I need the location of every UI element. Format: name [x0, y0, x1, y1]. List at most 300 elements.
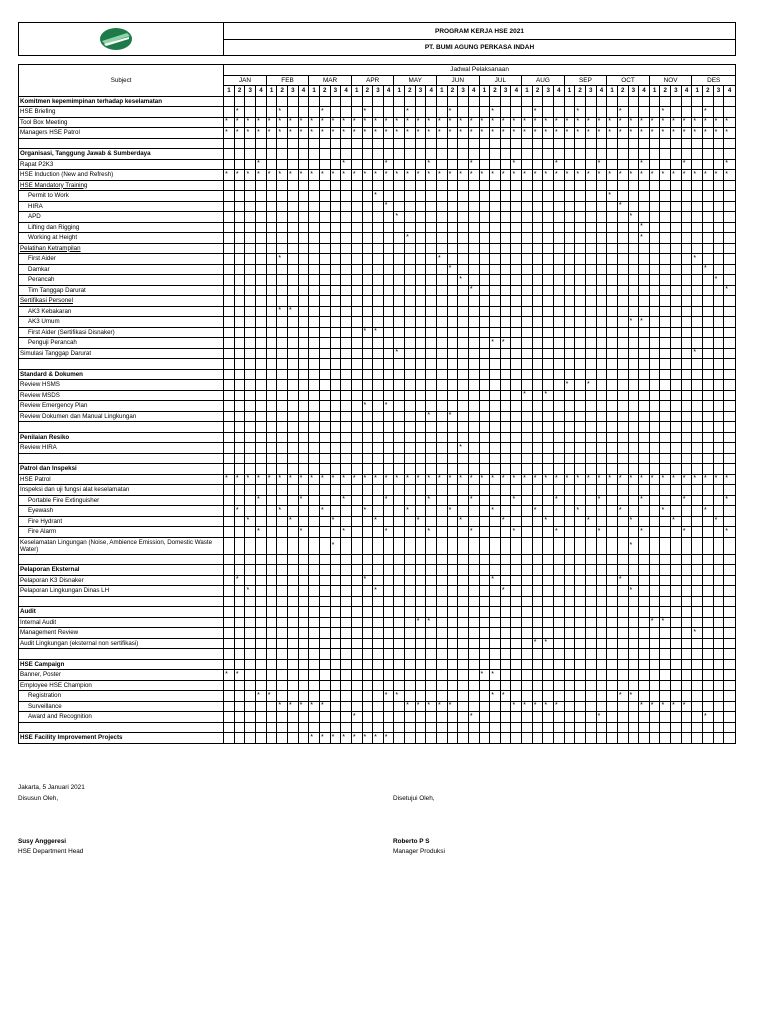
- schedule-cell: [234, 554, 245, 565]
- schedule-cell: [554, 586, 565, 597]
- schedule-cell: [458, 565, 469, 576]
- schedule-cell: [479, 275, 490, 286]
- schedule-cell: [479, 390, 490, 401]
- schedule-cell: [639, 464, 650, 475]
- schedule-cell: [351, 191, 362, 202]
- schedule-cell: [575, 432, 586, 443]
- schedule-cell: [266, 401, 277, 412]
- schedule-cell: [681, 443, 692, 454]
- schedule-cell: [447, 516, 458, 527]
- schedule-cell: [266, 712, 277, 723]
- schedule-cell: [522, 285, 533, 296]
- schedule-cell: [511, 527, 522, 538]
- table-row: [19, 401, 736, 412]
- schedule-cell: [617, 464, 628, 475]
- schedule-mark: *: [650, 618, 654, 626]
- schedule-cell: [351, 733, 362, 744]
- schedule-mark: *: [299, 170, 303, 178]
- schedule-cell: [266, 443, 277, 454]
- schedule-cell: [724, 128, 736, 139]
- schedule-cell: [383, 411, 394, 422]
- schedule-cell: [330, 638, 341, 649]
- schedule-cell: [660, 596, 671, 607]
- month-header: APR: [351, 75, 394, 86]
- schedule-cell: [564, 701, 575, 712]
- schedule-cell: [351, 254, 362, 265]
- schedule-cell: [224, 390, 235, 401]
- schedule-cell: [224, 128, 235, 139]
- schedule-cell: [394, 733, 405, 744]
- schedule-cell: [596, 317, 607, 328]
- schedule-cell: [341, 285, 352, 296]
- schedule-cell: [490, 306, 501, 317]
- schedule-cell: [511, 565, 522, 576]
- schedule-cell: [681, 243, 692, 254]
- schedule-cell: [341, 506, 352, 517]
- schedule-cell: [628, 275, 639, 286]
- week-header: 1: [351, 86, 362, 97]
- schedule-cell: [575, 638, 586, 649]
- schedule-cell: [330, 401, 341, 412]
- schedule-mark: *: [235, 670, 239, 678]
- schedule-cell: [479, 285, 490, 296]
- schedule-cell: [277, 170, 288, 181]
- schedule-cell: [330, 254, 341, 265]
- schedule-cell: [500, 722, 511, 733]
- schedule-cell: [447, 317, 458, 328]
- schedule-cell: [500, 586, 511, 597]
- schedule-cell: [532, 628, 543, 639]
- schedule-cell: [468, 317, 479, 328]
- schedule-cell: [277, 443, 288, 454]
- schedule-mark: *: [342, 527, 345, 535]
- schedule-cell: [639, 638, 650, 649]
- schedule-cell: [543, 680, 554, 691]
- schedule-cell: [373, 359, 384, 370]
- schedule-cell: [564, 222, 575, 233]
- schedule-cell: [596, 680, 607, 691]
- schedule-mark: *: [491, 691, 494, 699]
- schedule-cell: [415, 117, 426, 128]
- schedule-cell: [639, 712, 650, 723]
- schedule-cell: [490, 712, 501, 723]
- schedule-cell: [671, 306, 682, 317]
- schedule-cell: [426, 359, 437, 370]
- subject-cell: [19, 432, 224, 443]
- schedule-cell: [554, 680, 565, 691]
- schedule-cell: [564, 506, 575, 517]
- schedule-cell: [394, 554, 405, 565]
- schedule-cell: [522, 733, 533, 744]
- schedule-cell: [490, 443, 501, 454]
- schedule-cell: [405, 338, 416, 349]
- schedule-cell: [596, 670, 607, 681]
- schedule-cell: [309, 722, 320, 733]
- week-header: 1: [607, 86, 618, 97]
- schedule-cell: [660, 701, 671, 712]
- schedule-cell: [383, 701, 394, 712]
- schedule-cell: [256, 649, 267, 660]
- schedule-cell: [351, 264, 362, 275]
- schedule-cell: [341, 401, 352, 412]
- schedule-cell: [490, 212, 501, 223]
- schedule-cell: [500, 306, 511, 317]
- schedule-cell: [266, 327, 277, 338]
- schedule-cell: [575, 296, 586, 307]
- schedule-cell: [426, 712, 437, 723]
- subject-text: Management Review: [20, 629, 79, 636]
- schedule-cell: [713, 537, 724, 554]
- schedule-cell: [543, 254, 554, 265]
- schedule-cell: [234, 443, 245, 454]
- schedule-cell: [713, 264, 724, 275]
- schedule-cell: [575, 180, 586, 191]
- schedule-cell: [298, 506, 309, 517]
- schedule-cell: [543, 628, 554, 639]
- schedule-cell: [256, 701, 267, 712]
- schedule-cell: [575, 453, 586, 464]
- schedule-cell: [436, 554, 447, 565]
- schedule-cell: [436, 628, 447, 639]
- schedule-cell: [500, 527, 511, 538]
- schedule-cell: [596, 485, 607, 496]
- schedule-cell: [288, 317, 299, 328]
- schedule-cell: [671, 222, 682, 233]
- schedule-cell: [585, 722, 596, 733]
- schedule-cell: [511, 264, 522, 275]
- schedule-cell: [426, 149, 437, 160]
- schedule-cell: [298, 464, 309, 475]
- schedule-cell: [522, 327, 533, 338]
- schedule-cell: [490, 432, 501, 443]
- schedule-cell: [319, 680, 330, 691]
- schedule-cell: [490, 596, 501, 607]
- schedule-cell: [596, 275, 607, 286]
- schedule-cell: [522, 485, 533, 496]
- subject-cell: [19, 443, 224, 454]
- schedule-cell: [575, 254, 586, 265]
- schedule-cell: [458, 296, 469, 307]
- schedule-cell: [234, 401, 245, 412]
- schedule-cell: [617, 285, 628, 296]
- schedule-cell: [447, 722, 458, 733]
- schedule-cell: [330, 149, 341, 160]
- schedule-cell: [617, 380, 628, 391]
- schedule-cell: [362, 485, 373, 496]
- schedule-cell: [415, 254, 426, 265]
- schedule-cell: [309, 506, 320, 517]
- schedule-cell: [415, 722, 426, 733]
- schedule-mark: *: [374, 118, 377, 126]
- schedule-cell: [298, 516, 309, 527]
- schedule-cell: [607, 485, 618, 496]
- schedule-cell: [277, 243, 288, 254]
- schedule-cell: [288, 264, 299, 275]
- schedule-cell: [351, 348, 362, 359]
- schedule-cell: [468, 586, 479, 597]
- schedule-cell: [490, 128, 501, 139]
- approver-name: Roberto P S: [393, 838, 430, 845]
- schedule-cell: [458, 537, 469, 554]
- schedule-cell: [373, 537, 384, 554]
- schedule-cell: [532, 401, 543, 412]
- schedule-cell: [681, 411, 692, 422]
- schedule-cell: [319, 554, 330, 565]
- schedule-cell: [288, 380, 299, 391]
- schedule-cell: [511, 422, 522, 433]
- subject-cell: [19, 565, 224, 576]
- schedule-cell: [575, 264, 586, 275]
- schedule-cell: [649, 212, 660, 223]
- schedule-cell: [351, 317, 362, 328]
- schedule-cell: [468, 485, 479, 496]
- schedule-cell: [596, 380, 607, 391]
- schedule-cell: [671, 464, 682, 475]
- schedule-cell: [362, 474, 373, 485]
- schedule-cell: [436, 401, 447, 412]
- schedule-mark: *: [725, 286, 729, 294]
- schedule-cell: [500, 180, 511, 191]
- schedule-cell: [447, 254, 458, 265]
- schedule-cell: [436, 596, 447, 607]
- schedule-cell: [607, 212, 618, 223]
- week-header: 4: [511, 86, 522, 97]
- schedule-mark: *: [437, 170, 441, 178]
- subject-text: Review Dokumen dan Manual Lingkungan: [20, 412, 137, 420]
- schedule-cell: [724, 390, 736, 401]
- schedule-cell: [671, 369, 682, 380]
- schedule-cell: [511, 474, 522, 485]
- schedule-cell: [436, 348, 447, 359]
- schedule-mark: *: [512, 702, 516, 710]
- schedule-cell: [511, 733, 522, 744]
- table-row: [19, 201, 736, 212]
- schedule-cell: [564, 170, 575, 181]
- subject-cell: [19, 691, 224, 702]
- schedule-cell: [245, 712, 256, 723]
- schedule-cell: [330, 338, 341, 349]
- schedule-cell: [628, 453, 639, 464]
- schedule-cell: [500, 565, 511, 576]
- schedule-mark: *: [576, 475, 580, 483]
- schedule-mark: *: [267, 170, 271, 178]
- schedule-cell: [245, 369, 256, 380]
- schedule-mark: *: [395, 691, 399, 699]
- schedule-cell: [468, 722, 479, 733]
- schedule-cell: [479, 628, 490, 639]
- schedule-cell: [298, 607, 309, 618]
- schedule-cell: [649, 453, 660, 464]
- schedule-cell: [522, 401, 533, 412]
- schedule-cell: [373, 191, 384, 202]
- schedule-cell: [341, 107, 352, 118]
- subject-text: Review HSMS: [20, 381, 60, 388]
- schedule-mark: *: [555, 170, 558, 178]
- schedule-cell: [500, 369, 511, 380]
- schedule-cell: [373, 565, 384, 576]
- schedule-cell: [426, 537, 437, 554]
- schedule-cell: [298, 443, 309, 454]
- schedule-cell: [649, 733, 660, 744]
- schedule-cell: [288, 128, 299, 139]
- schedule-cell: [266, 264, 277, 275]
- schedule-cell: [479, 201, 490, 212]
- schedule-cell: [298, 159, 309, 170]
- schedule-cell: [266, 554, 277, 565]
- schedule-mark: *: [586, 170, 590, 178]
- schedule-mark: *: [374, 517, 377, 525]
- schedule-mark: *: [469, 712, 473, 720]
- schedule-cell: [447, 649, 458, 660]
- schedule-cell: [405, 554, 416, 565]
- schedule-cell: [288, 712, 299, 723]
- schedule-cell: [692, 338, 703, 349]
- schedule-cell: [511, 369, 522, 380]
- subject-cell: [19, 275, 224, 286]
- schedule-cell: [394, 565, 405, 576]
- schedule-cell: [617, 191, 628, 202]
- schedule-cell: [394, 180, 405, 191]
- schedule-cell: [330, 243, 341, 254]
- schedule-cell: [681, 96, 692, 107]
- schedule-cell: [596, 443, 607, 454]
- schedule-cell: [224, 149, 235, 160]
- schedule-cell: [256, 495, 267, 506]
- schedule-cell: [649, 586, 660, 597]
- schedule-mark: *: [491, 118, 494, 126]
- schedule-cell: [447, 659, 458, 670]
- schedule-cell: [639, 628, 650, 639]
- schedule-cell: [713, 453, 724, 464]
- schedule-cell: [617, 369, 628, 380]
- schedule-cell: [564, 117, 575, 128]
- schedule-cell: [511, 380, 522, 391]
- schedule-cell: [415, 474, 426, 485]
- schedule-cell: [468, 107, 479, 118]
- schedule-cell: [319, 149, 330, 160]
- subject-cell: [19, 359, 224, 370]
- schedule-cell: [458, 701, 469, 712]
- schedule-cell: [224, 170, 235, 181]
- schedule-cell: [607, 554, 618, 565]
- schedule-cell: [575, 516, 586, 527]
- schedule-cell: [394, 212, 405, 223]
- schedule-cell: [277, 485, 288, 496]
- schedule-cell: [288, 170, 299, 181]
- schedule-cell: [458, 659, 469, 670]
- schedule-cell: [532, 443, 543, 454]
- schedule-cell: [639, 201, 650, 212]
- schedule-cell: [288, 575, 299, 586]
- schedule-cell: [596, 107, 607, 118]
- schedule-cell: [224, 691, 235, 702]
- schedule-cell: [426, 107, 437, 118]
- schedule-cell: [415, 348, 426, 359]
- schedule-cell: [319, 96, 330, 107]
- schedule-cell: [436, 96, 447, 107]
- schedule-cell: [458, 222, 469, 233]
- schedule-mark: *: [512, 496, 516, 504]
- schedule-cell: [373, 596, 384, 607]
- schedule-mark: *: [320, 733, 324, 741]
- table-row: [19, 411, 736, 422]
- schedule-cell: [362, 617, 373, 628]
- schedule-cell: [394, 659, 405, 670]
- schedule-cell: [639, 306, 650, 317]
- schedule-cell: [575, 159, 586, 170]
- schedule-cell: [277, 233, 288, 244]
- schedule-cell: [277, 464, 288, 475]
- schedule-cell: [447, 596, 458, 607]
- schedule-cell: [266, 649, 277, 660]
- schedule-cell: [490, 233, 501, 244]
- schedule-mark: *: [512, 118, 516, 126]
- schedule-cell: [585, 138, 596, 149]
- schedule-mark: *: [469, 475, 473, 483]
- schedule-mark: *: [704, 265, 707, 273]
- schedule-cell: [511, 233, 522, 244]
- schedule-cell: [288, 680, 299, 691]
- schedule-cell: [692, 275, 703, 286]
- table-row: [19, 596, 736, 607]
- schedule-cell: [341, 680, 352, 691]
- schedule-cell: [362, 411, 373, 422]
- schedule-cell: [522, 680, 533, 691]
- schedule-cell: [436, 701, 447, 712]
- schedule-cell: [224, 649, 235, 660]
- schedule-cell: [319, 670, 330, 681]
- schedule-cell: [617, 596, 628, 607]
- schedule-mark: *: [320, 475, 324, 483]
- schedule-cell: [585, 712, 596, 723]
- schedule-cell: [671, 432, 682, 443]
- schedule-cell: [681, 527, 692, 538]
- schedule-cell: [490, 680, 501, 691]
- schedule-cell: [692, 107, 703, 118]
- schedule-cell: [256, 117, 267, 128]
- schedule-cell: [479, 243, 490, 254]
- schedule-cell: [532, 701, 543, 712]
- schedule-cell: [362, 233, 373, 244]
- schedule-cell: [596, 722, 607, 733]
- schedule-cell: [468, 554, 479, 565]
- schedule-cell: [373, 327, 384, 338]
- schedule-cell: [639, 275, 650, 286]
- schedule-cell: [468, 138, 479, 149]
- schedule-cell: [266, 596, 277, 607]
- schedule-cell: [234, 464, 245, 475]
- schedule-cell: [532, 659, 543, 670]
- schedule-mark: *: [459, 443, 462, 451]
- schedule-cell: [468, 649, 479, 660]
- schedule-cell: [490, 659, 501, 670]
- schedule-cell: [277, 327, 288, 338]
- schedule-cell: [224, 485, 235, 496]
- schedule-cell: [713, 617, 724, 628]
- schedule-cell: [319, 453, 330, 464]
- schedule-cell: [277, 516, 288, 527]
- schedule-cell: [266, 107, 277, 118]
- schedule-cell: [468, 527, 479, 538]
- schedule-cell: [660, 527, 671, 538]
- schedule-cell: [415, 586, 426, 597]
- schedule-mark: *: [704, 170, 707, 178]
- schedule-cell: [468, 401, 479, 412]
- schedule-mark: *: [374, 328, 377, 336]
- schedule-cell: [341, 306, 352, 317]
- schedule-cell: [479, 443, 490, 454]
- schedule-cell: [436, 254, 447, 265]
